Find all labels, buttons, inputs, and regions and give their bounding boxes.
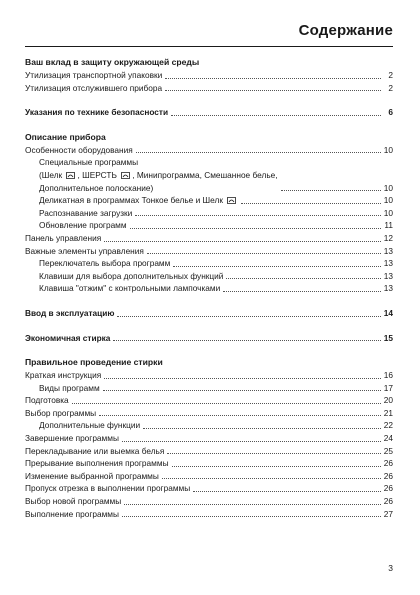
toc-entry-title: Утилизация отслужившего прибора bbox=[25, 82, 163, 93]
toc-entry-page: 13 bbox=[383, 245, 393, 256]
toc-entry-page: 10 bbox=[383, 144, 393, 155]
toc-entry[interactable] bbox=[25, 270, 393, 283]
toc-entry-title: Дополнительные функции bbox=[39, 420, 141, 431]
wool-care-symbol-icon bbox=[66, 172, 75, 179]
toc-entry-title: Подготовка bbox=[25, 395, 69, 406]
toc-entry-title: Виды программ bbox=[39, 382, 100, 393]
toc-entry-page: 26 bbox=[383, 458, 393, 469]
toc-entry-title: Выполнение программы bbox=[25, 508, 119, 519]
toc-entry-title: Прерывание выполнения программы bbox=[25, 458, 169, 469]
toc-leader-dots bbox=[162, 478, 381, 479]
toc-entry-page: 20 bbox=[383, 395, 393, 406]
toc-entry-page: 6 bbox=[388, 107, 393, 118]
toc-leader-dots bbox=[167, 453, 381, 454]
table-of-contents bbox=[25, 56, 393, 532]
toc-leader-dots bbox=[171, 115, 381, 116]
toc-entry-title: Перекладывание или выемка белья bbox=[25, 445, 165, 456]
toc-entry[interactable] bbox=[25, 495, 393, 508]
wool-care-symbol-icon bbox=[227, 197, 236, 204]
toc-leader-dots bbox=[103, 390, 381, 391]
toc-entry-title: Распознавание загрузки bbox=[39, 207, 133, 218]
toc-entry[interactable] bbox=[25, 394, 393, 407]
toc-entry[interactable] bbox=[25, 457, 393, 470]
toc-leader-dots bbox=[173, 266, 381, 267]
toc-section bbox=[25, 106, 393, 119]
toc-entry-title: Особенности оборудования bbox=[25, 144, 133, 155]
toc-entry[interactable] bbox=[25, 307, 393, 320]
toc-entry[interactable] bbox=[25, 219, 393, 232]
toc-entry[interactable] bbox=[25, 156, 393, 194]
toc-entry-title: Клавиша "отжим" с контрольными лампочками bbox=[39, 283, 221, 294]
toc-entry-page: 25 bbox=[383, 445, 393, 456]
toc-entry[interactable] bbox=[25, 508, 393, 521]
page-number: 3 bbox=[388, 563, 393, 573]
toc-entry[interactable] bbox=[25, 445, 393, 458]
toc-entry[interactable] bbox=[25, 232, 393, 245]
toc-entry-title: Панель управления bbox=[25, 232, 102, 243]
toc-entry[interactable] bbox=[25, 407, 393, 420]
toc-leader-dots bbox=[147, 253, 381, 254]
toc-entry[interactable] bbox=[25, 282, 393, 295]
toc-entry[interactable] bbox=[25, 369, 393, 382]
toc-entry-page: 21 bbox=[383, 407, 393, 418]
page-title: Содержание bbox=[298, 22, 393, 39]
toc-leader-dots bbox=[165, 90, 381, 91]
toc-leader-dots bbox=[122, 516, 381, 517]
toc-entry-title: Переключатель выбора программ bbox=[39, 258, 171, 269]
toc-entry-page: 13 bbox=[383, 283, 393, 294]
toc-entry-page: 17 bbox=[383, 382, 393, 393]
toc-leader-dots bbox=[223, 291, 381, 292]
title-divider bbox=[25, 46, 393, 47]
toc-entry-page: 27 bbox=[383, 508, 393, 519]
toc-entry[interactable] bbox=[25, 207, 393, 220]
toc-entry-title: Изменение выбранной программы bbox=[25, 470, 159, 481]
toc-entry[interactable] bbox=[25, 144, 393, 157]
toc-leader-dots bbox=[172, 466, 381, 467]
toc-entry-title: Указания по технике безопасности bbox=[25, 107, 169, 118]
toc-entry[interactable] bbox=[25, 419, 393, 432]
toc-section-heading: Описание прибора bbox=[25, 131, 106, 142]
toc-entry-page: 11 bbox=[384, 220, 393, 231]
toc-entry-title: Деликатная в программах Тонкое белье и Шелк bbox=[39, 194, 238, 207]
toc-entry-title: Ввод в эксплуатацию bbox=[25, 307, 115, 318]
toc-entry[interactable] bbox=[25, 69, 393, 82]
toc-entry-title: Обновление программ bbox=[39, 220, 127, 231]
toc-entry-page: 13 bbox=[383, 258, 393, 269]
toc-section bbox=[25, 307, 393, 320]
toc-leader-dots bbox=[226, 278, 381, 279]
toc-section bbox=[25, 356, 393, 520]
toc-entry[interactable] bbox=[25, 106, 393, 119]
toc-entry-title: Экономичная стирка bbox=[25, 332, 111, 343]
toc-section-heading: Правильное проведение стирки bbox=[25, 357, 163, 368]
toc-entry-page: 10 bbox=[383, 207, 393, 218]
toc-leader-dots bbox=[104, 241, 381, 242]
toc-entry[interactable] bbox=[25, 245, 393, 258]
toc-leader-dots bbox=[281, 190, 381, 191]
toc-entry[interactable] bbox=[25, 382, 393, 395]
toc-leader-dots bbox=[130, 228, 381, 229]
toc-entry-page: 15 bbox=[383, 332, 393, 343]
wool-care-symbol-icon bbox=[121, 172, 130, 179]
toc-entry-title: Пропуск отрезка в выполнении программы bbox=[25, 483, 191, 494]
toc-entry-page: 26 bbox=[383, 496, 393, 507]
toc-leader-dots bbox=[72, 403, 381, 404]
toc-leader-dots bbox=[113, 340, 381, 341]
toc-entry-title: Клавиши для выбора дополнительных функций bbox=[39, 270, 224, 281]
toc-entry-page: 10 bbox=[383, 182, 393, 193]
toc-entry-page: 26 bbox=[383, 483, 393, 494]
toc-entry-page: 13 bbox=[383, 270, 393, 281]
toc-entry-title: Специальные программы (Шелк , ШЕРСТЬ , Минипрограмма, Смешанное белье, Дополнительное полоскание) bbox=[39, 157, 278, 193]
toc-entry-page: 2 bbox=[388, 82, 393, 93]
toc-leader-dots bbox=[143, 428, 381, 429]
toc-entry-page: 12 bbox=[383, 232, 393, 243]
toc-entry-title: Завершение программы bbox=[25, 433, 119, 444]
toc-entry-page: 14 bbox=[383, 307, 393, 318]
toc-entry-page: 24 bbox=[383, 433, 393, 444]
toc-entry-page: 16 bbox=[383, 370, 393, 381]
toc-entry-title: Выбор программы bbox=[25, 407, 97, 418]
toc-entry-page: 22 bbox=[383, 420, 393, 431]
toc-section bbox=[25, 332, 393, 345]
toc-entry[interactable] bbox=[25, 257, 393, 270]
toc-leader-dots bbox=[124, 504, 381, 505]
toc-entry-title: Важные элементы управления bbox=[25, 245, 144, 256]
toc-section bbox=[25, 56, 393, 94]
toc-entry-title: Выбор новой программы bbox=[25, 496, 122, 507]
toc-entry-page: 10 bbox=[383, 195, 393, 206]
toc-entry[interactable] bbox=[25, 470, 393, 483]
toc-leader-dots bbox=[165, 78, 381, 79]
toc-leader-dots bbox=[136, 152, 381, 153]
toc-entry-title: Утилизация транспортной упаковки bbox=[25, 70, 163, 80]
toc-entry-page: 26 bbox=[383, 470, 393, 481]
toc-section bbox=[25, 131, 393, 295]
toc-leader-dots bbox=[241, 203, 381, 204]
toc-leader-dots bbox=[135, 215, 381, 216]
toc-leader-dots bbox=[104, 378, 381, 379]
toc-entry[interactable] bbox=[25, 194, 393, 207]
toc-section-heading: Ваш вклад в защиту окружающей среды bbox=[25, 57, 200, 67]
toc-entry[interactable] bbox=[25, 332, 393, 345]
toc-leader-dots bbox=[193, 491, 381, 492]
toc-entry[interactable] bbox=[25, 432, 393, 445]
toc-entry[interactable] bbox=[25, 482, 393, 495]
toc-entry-title: Краткая инструкция bbox=[25, 370, 102, 381]
toc-entry-page: 2 bbox=[388, 70, 393, 80]
toc-leader-dots bbox=[122, 441, 381, 442]
toc-leader-dots bbox=[117, 316, 381, 317]
toc-entry[interactable] bbox=[25, 82, 393, 95]
toc-leader-dots bbox=[99, 415, 381, 416]
